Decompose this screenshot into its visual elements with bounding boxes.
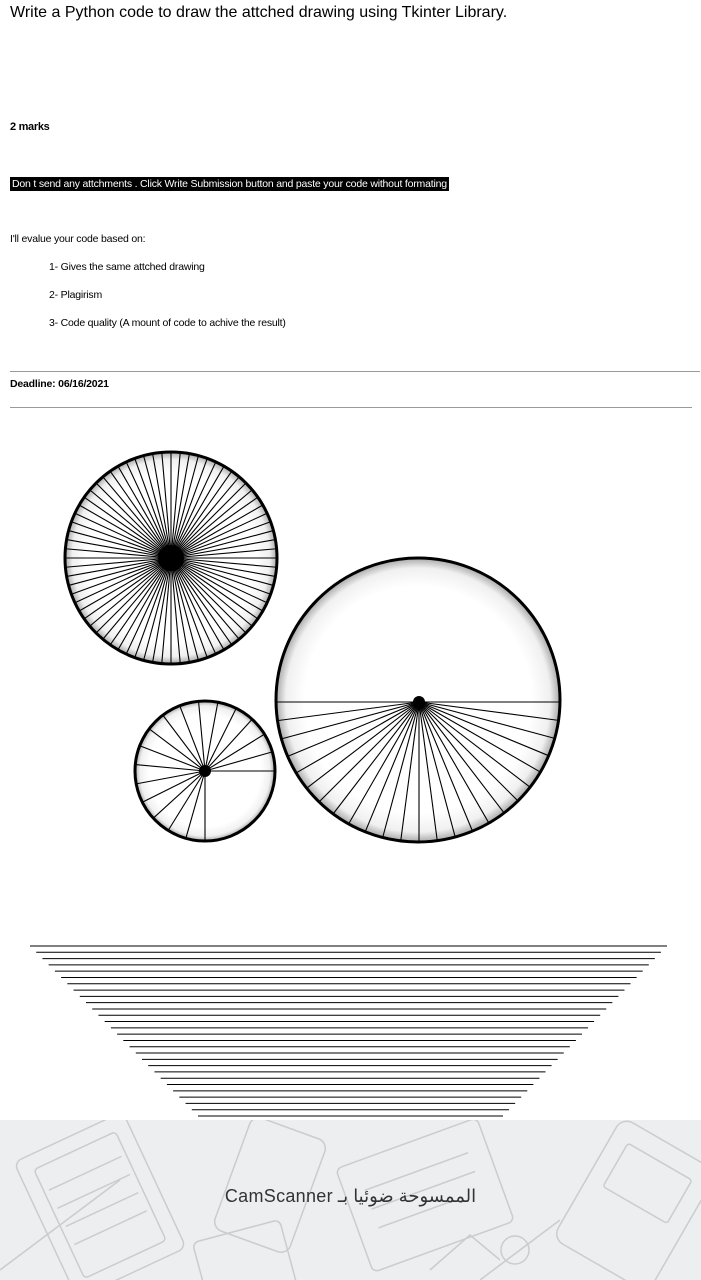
criteria-intro: I'll evalue your code based on: (10, 233, 146, 245)
submission-notice: Don t send any attchments . Click Write Submission button and paste your code without formating (12, 178, 447, 190)
spoked-circle-three-quarter (135, 701, 275, 841)
criterion-item: 3- Code quality (A mount of code to achive the result) (49, 317, 286, 329)
deadline-text: Deadline: 06/16/2021 (10, 378, 109, 390)
spoked-circle-full (65, 452, 277, 664)
spoked-circle-half (276, 558, 560, 842)
assignment-title: Write a Python code to draw the attched drawing using Tkinter Library. (10, 4, 508, 21)
scanner-footer (0, 1120, 701, 1280)
scanner-caption: الممسوحة ضوئيا بـ CamScanner (224, 1186, 477, 1206)
hub-dot (158, 545, 184, 571)
criterion-item: 2- Plagirism (49, 289, 103, 301)
marks-label: 2 marks (10, 121, 50, 133)
hub-dot (413, 696, 425, 708)
criterion-item: 1- Gives the same attched drawing (49, 261, 205, 273)
hub-dot (199, 765, 211, 777)
stacked-lines-trapezoid (30, 946, 667, 1116)
